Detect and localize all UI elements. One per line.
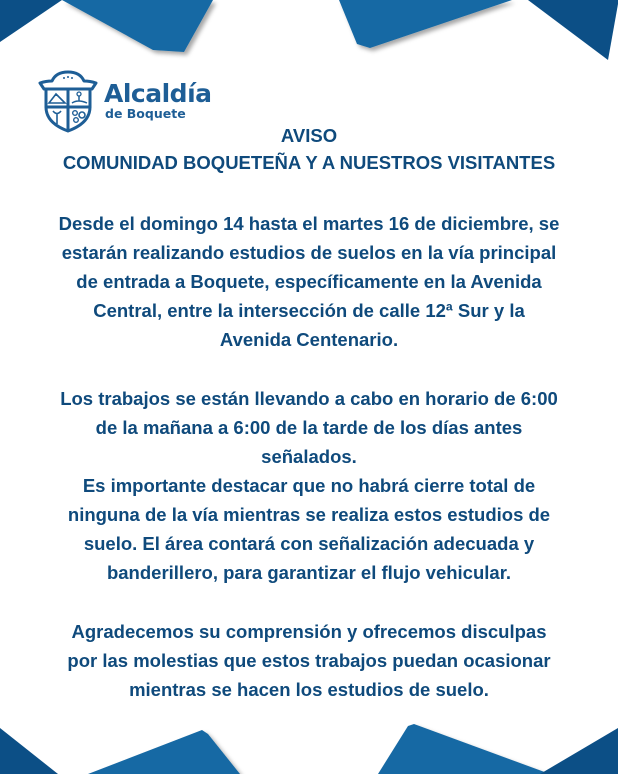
text-line: estarán realizando estudios de suelos en la vía principal (61, 242, 557, 263)
paragraph-schedule (20, 384, 598, 587)
text-line: señalados. (261, 446, 357, 467)
logo-subtitle: de Boquete (105, 106, 186, 122)
text-line: Central, entre la intersección de calle 12ª Sur y la (93, 300, 525, 321)
triangle-top-right (339, 0, 512, 48)
triangle-bottom-right-dark (540, 728, 618, 774)
paragraph-dates (20, 209, 598, 354)
text-line: de entrada a Boquete, específicamente en la Avenida (76, 271, 542, 292)
logo-name: Alcaldía (104, 79, 212, 109)
text-line: Agradecemos su comprensión y ofrecemos disculpas (71, 621, 547, 642)
text-line: de la mañana a 6:00 de la tarde de los días antes (95, 417, 523, 438)
text-line: por las molestias que estos trabajos puedan ocasionar (67, 650, 551, 671)
triangle-bottom-left-dark (0, 728, 58, 774)
text-line: banderillero, para garantizar el flujo vehicular. (106, 562, 512, 583)
notice-body (20, 122, 598, 704)
text-line: suelo. El área contará con señalización adecuada y (83, 533, 535, 554)
logo-text (104, 81, 212, 121)
text-line: ninguna de la vía mientras se realiza estos estudios de (67, 504, 551, 525)
triangle-bottom-left (88, 730, 240, 774)
text-line: Avenida Centenario. (219, 329, 399, 350)
triangle-bottom-right (378, 724, 550, 774)
paragraph-apology (20, 617, 598, 704)
text-line: mientras se hacen los estudios de suelo. (129, 679, 489, 700)
notice-heading: AVISO (280, 125, 338, 146)
triangle-top-left-dark (0, 0, 62, 42)
text-line: Es importante destacar que no habrá cierre total de (82, 475, 536, 496)
text-line: Los trabajos se están llevando a cabo en horario de 6:00 (60, 388, 558, 409)
notice-subheading: COMUNIDAD BOQUETEÑA Y A NUESTROS VISITANTES (62, 152, 556, 173)
text-line: Desde el domingo 14 hasta el martes 16 de diciembre, se (58, 213, 560, 234)
triangle-top-left (62, 0, 213, 52)
triangle-top-right-dark (528, 0, 618, 60)
